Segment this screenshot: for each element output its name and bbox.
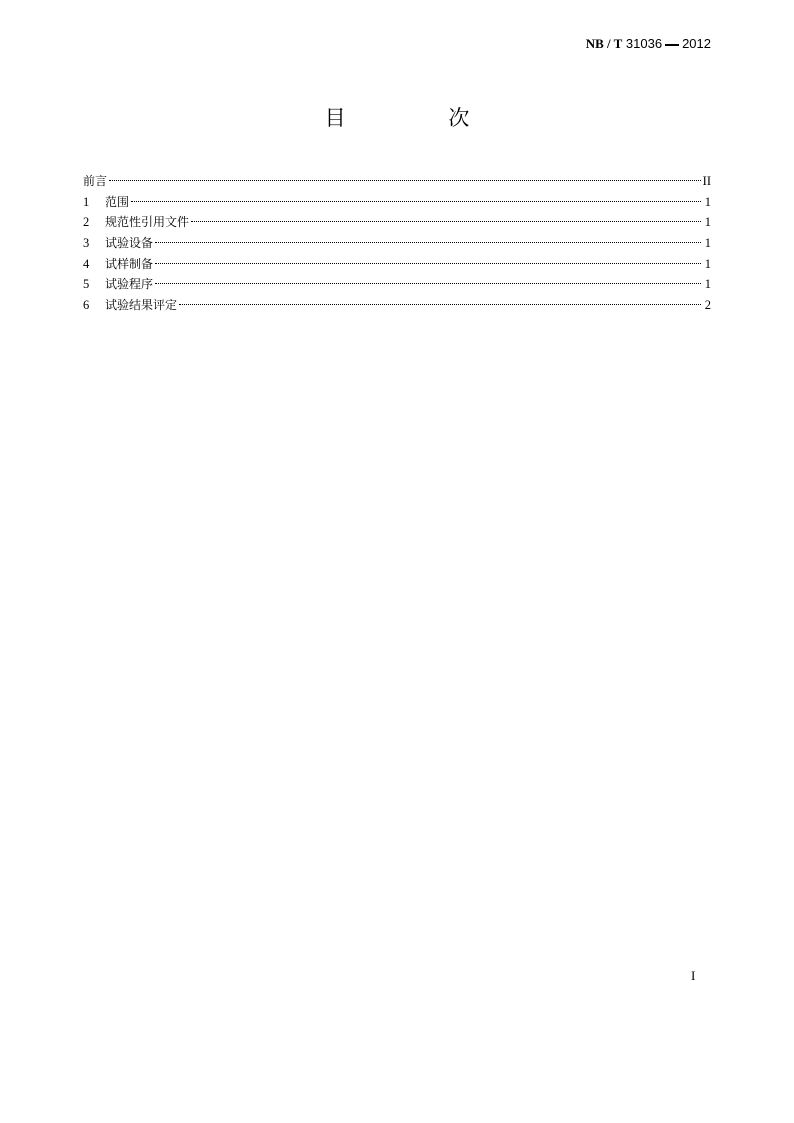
toc-leader <box>155 242 701 243</box>
standard-dash <box>665 44 679 46</box>
toc-number: 2 <box>83 215 90 230</box>
toc-leader <box>109 180 701 181</box>
toc-entry-result-evaluation[interactable] <box>83 295 711 316</box>
standard-number: 31036 <box>625 36 663 51</box>
toc-number: 5 <box>83 277 90 292</box>
toc-number: 1 <box>83 194 90 209</box>
toc-page: 2 <box>704 298 711 313</box>
toc-number: 3 <box>83 236 90 251</box>
toc-leader <box>155 283 701 284</box>
toc-entry-specimen-preparation[interactable] <box>83 254 711 275</box>
toc-entry-foreword[interactable] <box>83 171 711 192</box>
toc-entry-test-equipment[interactable] <box>83 233 711 254</box>
toc-label: 试样制备 <box>105 256 154 271</box>
toc-leader <box>131 201 701 202</box>
toc-page: 1 <box>704 194 711 209</box>
toc-page: 1 <box>704 236 711 251</box>
toc-label: 规范性引用文件 <box>105 215 190 230</box>
standard-prefix: NB / T <box>585 36 623 51</box>
toc-page: II <box>702 174 711 188</box>
toc-entry-test-procedure[interactable] <box>83 274 711 295</box>
toc-number: 6 <box>83 298 90 313</box>
toc-leader <box>191 221 701 222</box>
table-of-contents <box>83 171 711 316</box>
toc-label: 试验程序 <box>105 277 154 292</box>
toc-leader <box>179 304 701 305</box>
toc-number: 4 <box>83 256 90 271</box>
standard-code <box>586 36 711 52</box>
page-title: 目 次 <box>324 106 518 130</box>
toc-page: 1 <box>704 215 711 230</box>
page-number: I <box>691 968 696 983</box>
standard-year: 2012 <box>682 36 711 51</box>
toc-page: 1 <box>704 256 711 271</box>
toc-label: 试验结果评定 <box>105 298 178 313</box>
toc-page: 1 <box>704 277 711 292</box>
toc-label: 前言 <box>83 174 108 188</box>
toc-leader <box>155 263 701 264</box>
toc-entry-scope[interactable] <box>83 192 711 213</box>
toc-entry-normative-references[interactable] <box>83 212 711 233</box>
toc-label: 试验设备 <box>105 236 154 251</box>
toc-label: 范围 <box>105 194 130 209</box>
